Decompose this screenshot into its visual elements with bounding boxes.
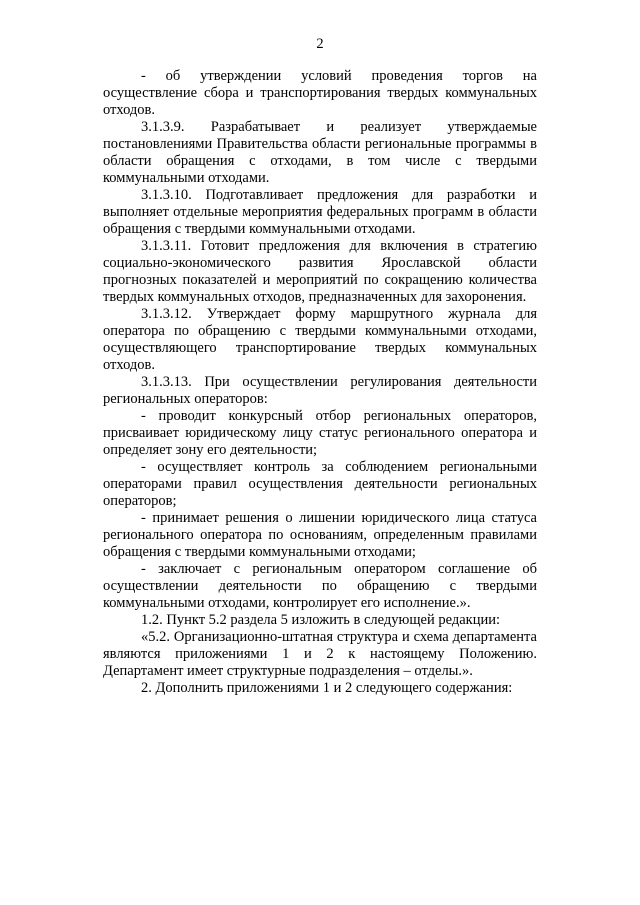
paragraph-3-1-3-9: 3.1.3.9. Разрабатывает и реализует утверждаемые постановлениями Правительства области региональные программы в области обращения с отходами, в том числе с твердыми коммунальными отходами. xyxy=(103,119,537,186)
paragraph-trade-conditions: - об утверждении условий проведения торгов на осуществление сбора и транспортирования твердых коммунальных отходов. xyxy=(103,68,537,118)
paragraph-2: 2. Дополнить приложениями 1 и 2 следующего содержания: xyxy=(141,680,513,696)
paragraph-control-compliance: - осуществляет контроль за соблюдением региональными операторами правил осуществления деятельности региональных операторов; xyxy=(103,459,537,509)
paragraph-3-1-3-10: 3.1.3.10. Подготавливает предложения для разработки и выполняет отдельные мероприятия федеральных программ в области обращения с твердыми коммунальными отходами. xyxy=(103,187,537,237)
paragraph-1-2: 1.2. Пункт 5.2 раздела 5 изложить в следующей редакции: xyxy=(141,612,501,628)
paragraph-status-revocation: - принимает решения о лишении юридического лица статуса регионального оператора по основаниям, определенным правилами обращения с твердыми коммунальными отходами; xyxy=(103,510,537,560)
page-number: 2 xyxy=(316,36,324,52)
paragraph-3-1-3-11: 3.1.3.11. Готовит предложения для включения в стратегию социально-экономического развития Ярославской области прогнозных показателей и мероприятий по сокращению количества твердых коммунальных отходов, предназначенных для захоронения. xyxy=(103,238,537,305)
paragraph-3-1-3-13: 3.1.3.13. При осуществлении регулирования деятельности региональных операторов: xyxy=(103,374,537,407)
paragraph-5-2: «5.2. Организационно-штатная структура и схема департамента являются приложениями 1 и 2 к настоящему Положению. Департамент имеет структурные подразделения – отделы.». xyxy=(103,629,537,679)
paragraph-competitive-selection: - проводит конкурсный отбор региональных операторов, присваивает юридическому лицу статус регионального оператора и определяет зону его деятельности; xyxy=(103,408,537,458)
paragraph-agreement: - заключает с региональным оператором соглашение об осуществлении деятельности по обращению с твердыми коммунальными отходами, контролирует его исполнение.». xyxy=(103,561,537,611)
paragraph-3-1-3-12: 3.1.3.12. Утверждает форму маршрутного журнала для оператора по обращению с твердыми коммунальными отходами, осуществляющего транспортирование твердых коммунальных отходов. xyxy=(103,306,537,373)
document-body xyxy=(103,68,537,697)
